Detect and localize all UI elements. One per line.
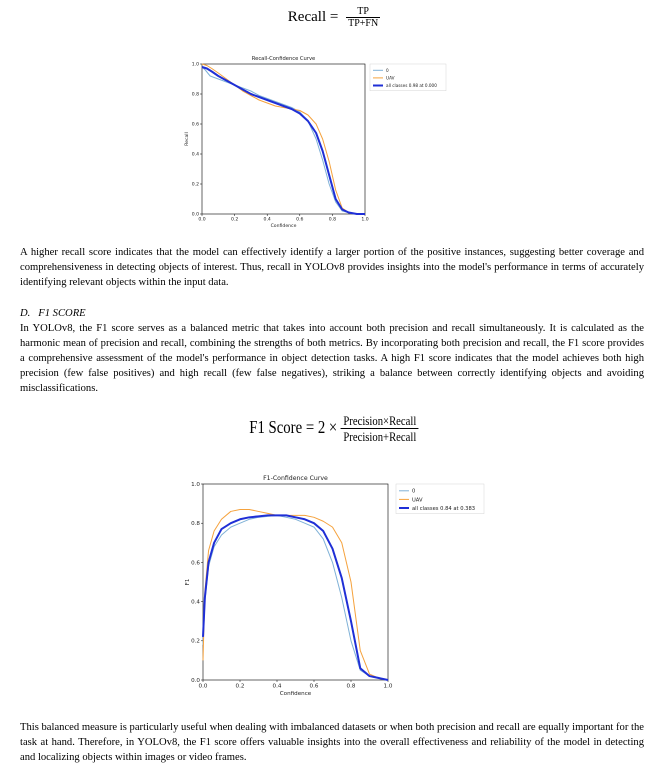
x-tick-label: 0.6 <box>296 217 304 223</box>
y-tick-label: 1.0 <box>191 481 200 488</box>
x-axis-label: Confidence <box>270 224 297 230</box>
y-tick-label: 1.0 <box>191 62 199 68</box>
recall-confidence-chart <box>180 50 450 230</box>
x-tick-label: 1.0 <box>361 217 369 223</box>
plot-frame <box>202 64 365 214</box>
series-line-1 <box>202 64 365 214</box>
recall-equation-numerator: TP <box>346 6 380 18</box>
y-tick-label: 0.0 <box>191 677 200 684</box>
f1-equation-numerator: Precision×Recall <box>341 413 419 429</box>
series-line-2 <box>202 67 365 214</box>
x-tick-label: 0.4 <box>272 683 282 690</box>
recall-equation-equals: = <box>329 8 339 25</box>
x-tick-label: 0.8 <box>346 683 356 690</box>
section-label: D. <box>20 308 31 319</box>
legend-entry-2: all classes 0.98 at 0.000 <box>386 83 437 89</box>
recall-equation-lhs: Recall <box>287 8 327 25</box>
x-tick-label: 0.6 <box>309 683 319 690</box>
recall-equation-denominator: TP+FN <box>348 18 379 29</box>
y-tick-label: 0.8 <box>191 521 200 528</box>
y-tick-label: 0.2 <box>191 638 200 645</box>
legend-entry-1: UAV <box>412 497 423 504</box>
x-tick-label: 0.2 <box>235 683 245 690</box>
y-tick-label: 0.6 <box>191 560 200 567</box>
legend-entry-2: all classes 0.84 at 0.383 <box>412 505 476 512</box>
x-tick-label: 0.8 <box>328 217 337 223</box>
series-line-0 <box>202 67 365 214</box>
series-line-2 <box>203 515 388 680</box>
paragraph-recall: A higher recall score indicates that the model can effectively identify a larger portion of the positive instances, suggesting better coverage and comprehensiveness in detecting objects of interest. Thus, recall in YOLOv8 provides insights into the model's performance in terms of accurately identifying relevant objects within the input data. <box>20 247 644 288</box>
chart-title: F1-Confidence Curve <box>263 475 328 482</box>
paragraph-balanced: This balanced measure is particularly useful when dealing with imbalanced datasets or when both precision and recall are equally important for the task at hand. Therefore, in YOLOv8, the F1 score offers valuable insights into the overall effectiveness and reliability of the model in detecting and localizing objects within images or video frames. <box>20 722 644 763</box>
y-tick-label: 0.8 <box>191 92 199 98</box>
section-heading-f1 <box>20 306 86 321</box>
y-axis-label: Recall <box>185 132 190 146</box>
x-tick-label: 0.4 <box>263 217 271 223</box>
x-tick-label: 0.0 <box>198 683 208 690</box>
recall-equation <box>0 6 668 29</box>
f1-equation-fraction <box>341 413 419 444</box>
y-tick-label: 0.6 <box>191 122 199 128</box>
y-tick-label: 0.0 <box>191 212 199 218</box>
y-tick-label: 0.4 <box>191 152 199 158</box>
f1-confidence-chart <box>178 470 488 705</box>
f1-equation-lhs: F1 Score = 2 × <box>249 417 338 437</box>
x-axis-label: Confidence <box>279 691 312 698</box>
x-tick-label: 1.0 <box>383 683 393 690</box>
f1-equation-denominator: Precision+Recall <box>343 429 417 445</box>
chart-title: Recall-Confidence Curve <box>251 56 316 62</box>
paragraph-f1: In YOLOv8, the F1 score serves as a balanced metric that takes into account both precision and recall simultaneously. It is calculated as the harmonic mean of precision and recall, combining the strengths of both metrics. By incorporating both precision and recall, the F1 score provides a comprehensive assessment of the model's performance in object detection tasks. A high F1 score indicates that the model achieves both high precision (few false positives) and high recall (few false negatives), striking a balance between correctly identifying objects and avoiding misclassifications. <box>20 323 644 394</box>
y-tick-label: 0.2 <box>191 182 199 188</box>
section-title: F1 SCORE <box>38 308 86 319</box>
f1-equation <box>60 410 608 444</box>
legend-entry-0: 0 <box>386 67 389 73</box>
series-line-0 <box>203 515 388 680</box>
x-tick-label: 0.2 <box>230 217 239 223</box>
recall-equation-fraction <box>346 6 380 29</box>
series-line-1 <box>203 509 388 680</box>
y-tick-label: 0.4 <box>191 599 200 606</box>
legend-entry-1: UAV <box>386 75 395 81</box>
x-tick-label: 0.0 <box>198 217 206 223</box>
legend-entry-0: 0 <box>412 488 416 495</box>
y-axis-label: F1 <box>185 578 191 586</box>
